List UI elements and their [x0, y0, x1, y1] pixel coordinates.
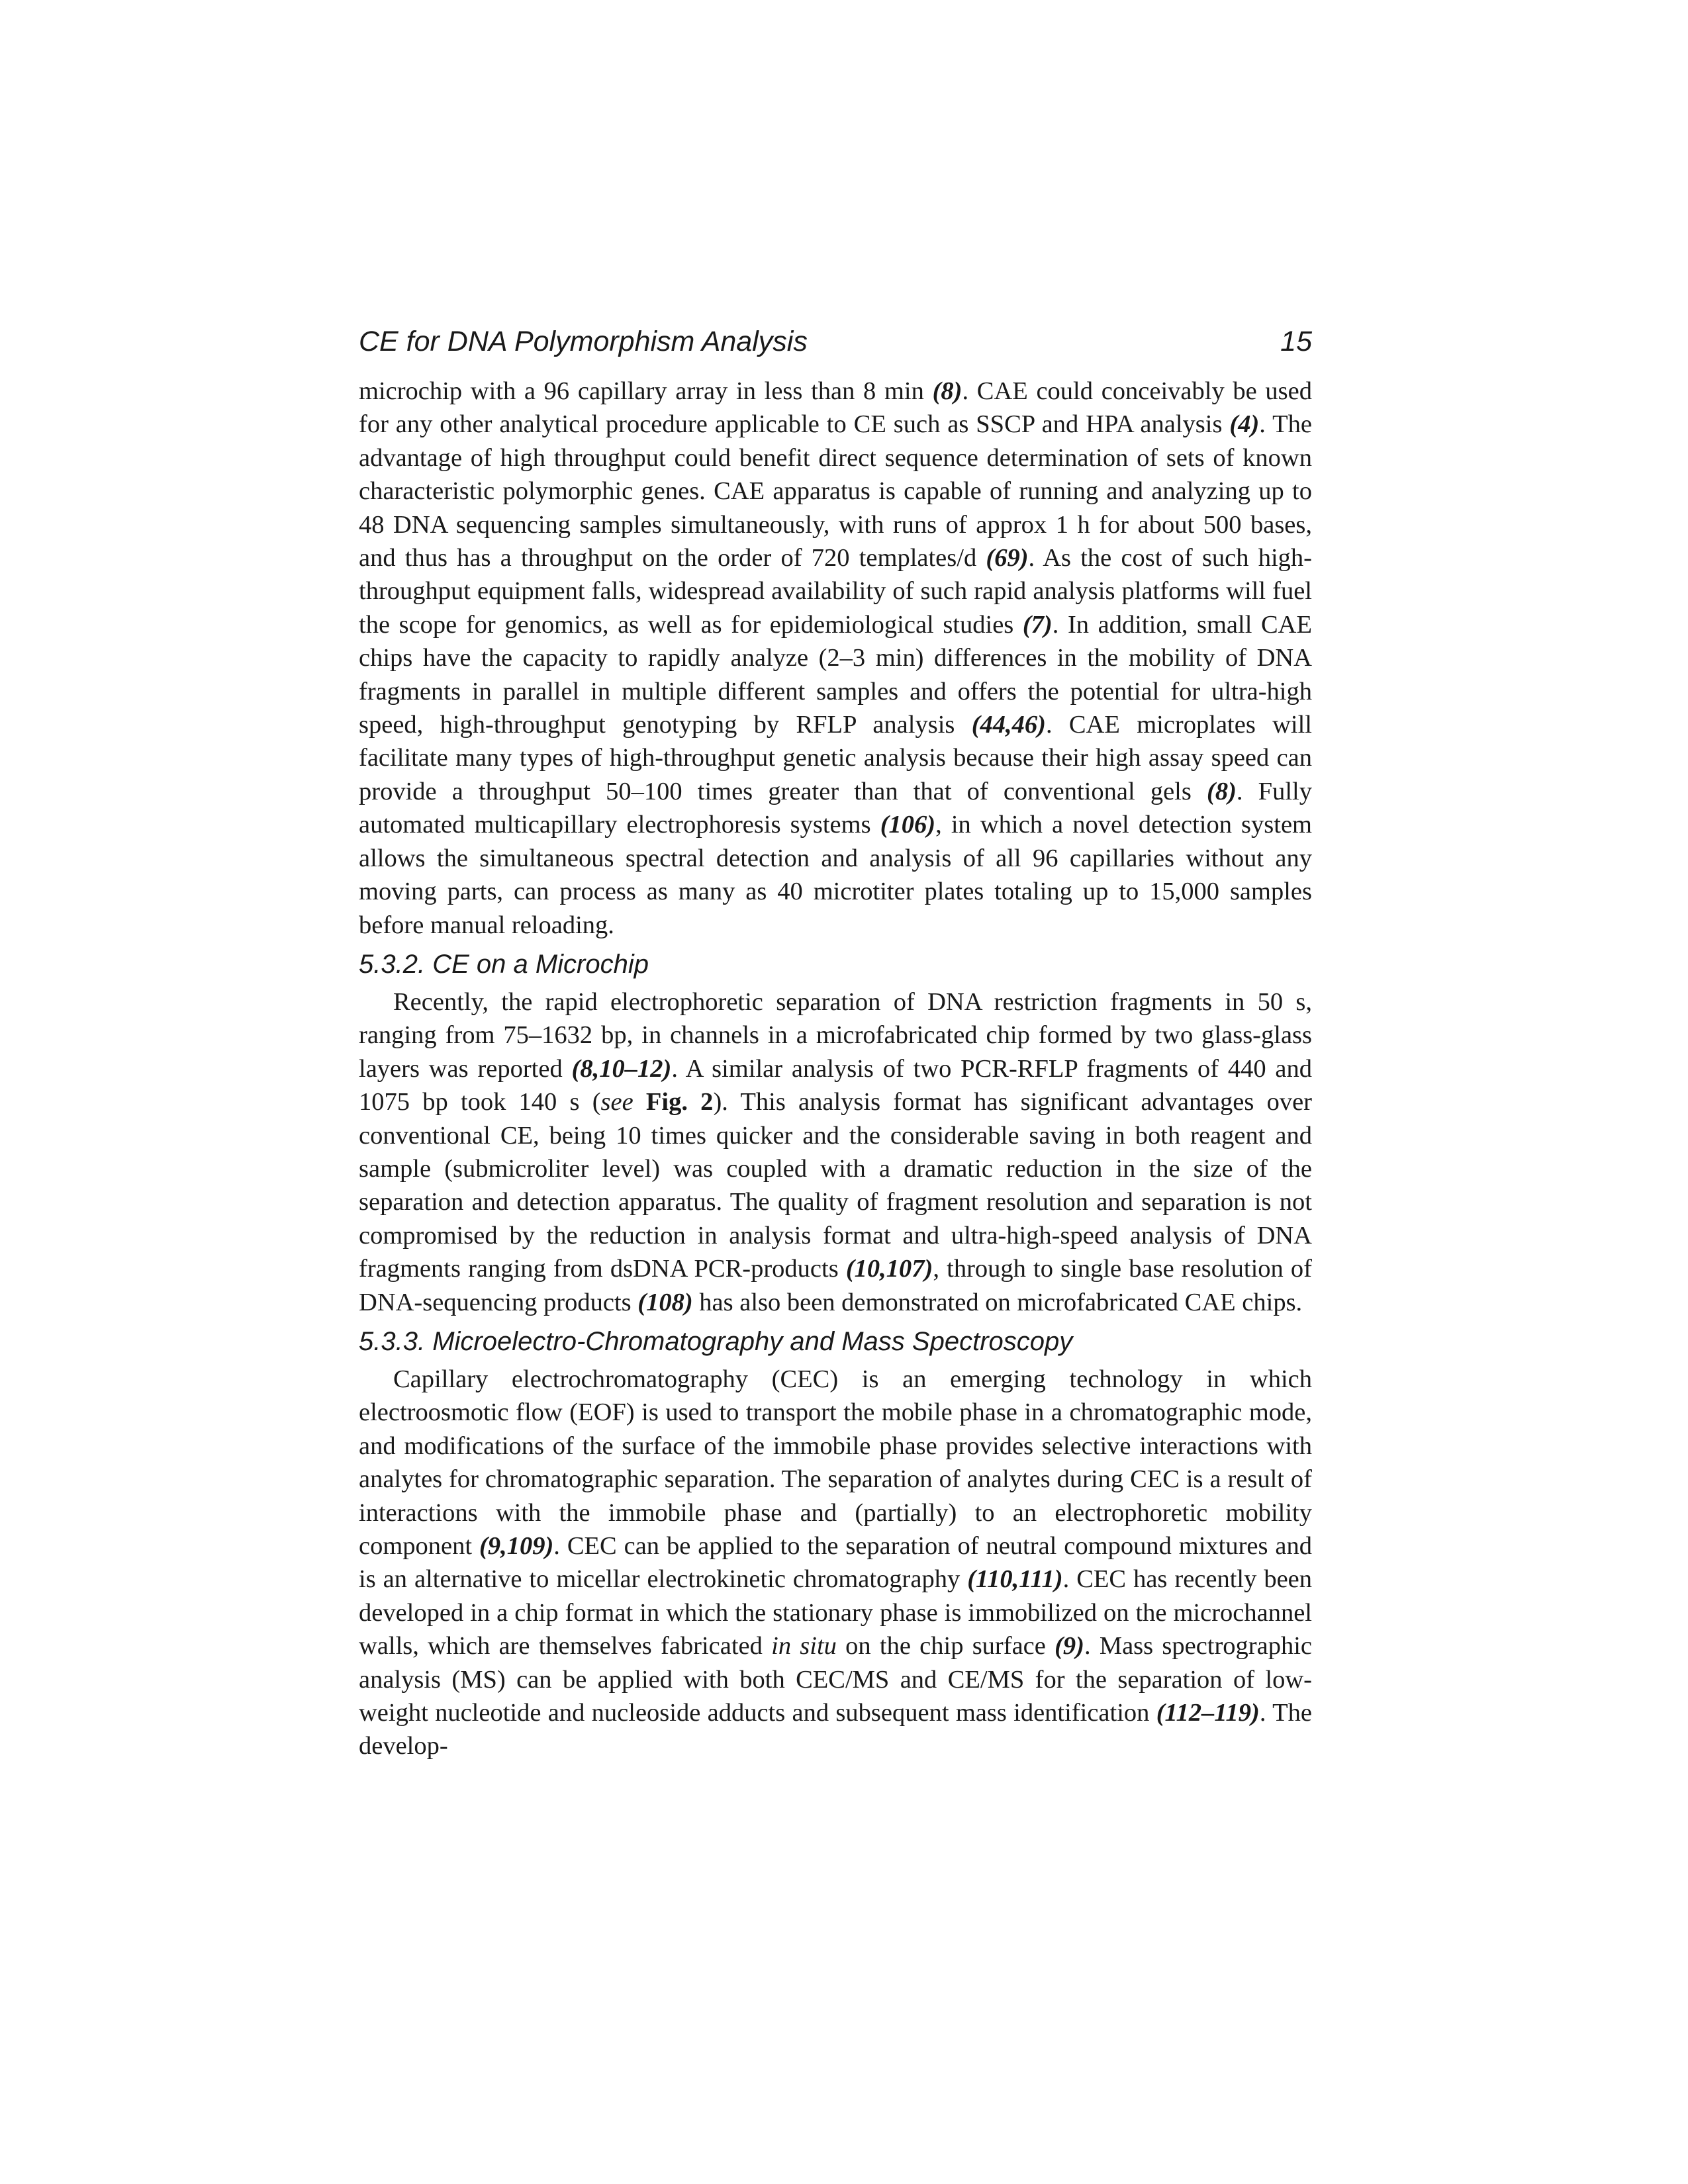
citation: (110,111) — [967, 1565, 1063, 1594]
text-run: . CEC has recently been developed in a chip format in which the stationary phase is immobilized on the microchannel walls, which are themselves fabricated — [359, 1565, 1313, 1661]
citation: (8) — [1207, 777, 1237, 805]
citation: (9,109) — [479, 1532, 554, 1560]
body-text — [359, 375, 1312, 1763]
text-run: ). This analysis format has significant advantages over conventional CE, being 10 times quicker and the considerable saving in both reagent and sample (submicroliter level) was coupled with a dramatic reduction in the size of the separation and detection apparatus. The quality of fragment resolution and separation is not compromised by the reduction in analysis format and ultra-high-speed analysis of DNA fragments ranging from dsDNA PCR-products — [359, 1088, 1312, 1283]
text-run: microchip with a 96 capillary array in less than 8 min — [359, 377, 933, 405]
section-heading-microelectro-chromatography: 5.3.3. Microelectro-Chromatography and Mass Spectroscopy — [359, 1326, 1073, 1356]
citation: (108) — [637, 1288, 693, 1316]
citation: (4) — [1229, 410, 1260, 439]
text-run: on the chip surface — [836, 1632, 1055, 1661]
citation: (106) — [880, 811, 936, 839]
figure-reference: Fig. 2 — [645, 1088, 714, 1116]
text-run: , in which a novel detection system allows the simultaneous spectral detection and analysis of all 96 capillaries without any moving parts, can process as many as 40 microtiter plates totaling up to 15,000 samples before manual reloading. — [359, 811, 1312, 939]
citation: (112–119) — [1156, 1699, 1260, 1727]
text-run: . Mass spectrographic analysis (MS) can be applied with both CEC/MS and CE/MS for the separation of low-weight nucleotide and nucleoside adducts and subsequent mass identification — [359, 1632, 1313, 1727]
running-head — [359, 324, 1312, 359]
citation: (8) — [932, 377, 962, 405]
text-run: . The develop- — [359, 1699, 1312, 1760]
paragraph-cec — [359, 1363, 1312, 1763]
citation: (7) — [1022, 610, 1053, 639]
text-run: . Fully automated multicapillary electrophoresis systems — [359, 777, 1312, 839]
section-heading-ce-microchip: 5.3.2. CE on a Microchip — [359, 949, 649, 979]
citation: (8,10–12) — [571, 1054, 672, 1083]
text-run: , through to single base resolution of DNA-sequencing products — [359, 1255, 1313, 1316]
citation: (9) — [1055, 1632, 1084, 1661]
running-title: CE for DNA Polymorphism Analysis — [359, 326, 808, 357]
page — [359, 324, 1312, 1763]
in-situ-text: in situ — [771, 1632, 837, 1661]
citation: (69) — [986, 544, 1029, 572]
citation: (10,107) — [845, 1255, 933, 1283]
text-run: . CAE could conceivably be used for any other analytical procedure applicable to CE such as SSCP and HPA analysis — [359, 377, 1312, 439]
text-run: has also been demonstrated on microfabricated CAE chips. — [692, 1288, 1303, 1316]
paragraph-ce-microchip — [359, 985, 1312, 1319]
text-run: . As the cost of such high-throughput equipment falls, widespread availability of such rapid analysis platforms will fuel the scope for genomics, as well as for epidemiological studies — [359, 544, 1312, 639]
text-run: Recently, the rapid electrophoretic separation of DNA restriction fragments in 50 s, ranging from 75–1632 bp, in channels in a microfabricated chip formed by two glass-glass layers was reported — [359, 987, 1312, 1083]
citation: (44,46) — [971, 711, 1046, 739]
see-text: see — [600, 1088, 633, 1116]
text-run: Capillary electrochromatography (CEC) is an emerging technology in which electroosmotic flow (EOF) is used to transport the mobile phase in a chromatographic mode, and modifications of the surface of the immobile phase provides selective interactions with analytes for chromatographic separation. The separation of analytes during CEC is a result of interactions with the immobile phase and (partially) to an electrophoretic mobility component — [359, 1365, 1312, 1560]
text-run: . The advantage of high throughput could benefit direct sequence determination of sets of known characteristic polymorphic genes. CAE apparatus is capable of running and analyzing up to 48 DNA sequencing samples simultaneously, with runs of approx 1 h for about 500 bases, and thus has a throughput on the order of 720 templates/d — [359, 410, 1312, 572]
text-run: . CAE microplates will facilitate many types of high-throughput genetic analysis because their high assay speed can provide a throughput 50–100 times greater than that of conventional gels — [359, 711, 1312, 805]
page-number: 15 — [1280, 326, 1312, 357]
text-run: . In addition, small CAE chips have the capacity to rapidly analyze (2–3 min) differences in the mobility of DNA fragments in parallel in multiple different samples and offers the potential for ultra-high speed, high-throughput genotyping by RFLP analysis — [359, 610, 1312, 739]
text-run: . CEC can be applied to the separation of neutral compound mixtures and is an alternative to micellar electrokinetic chromatography — [359, 1532, 1312, 1594]
paragraph-capillary-array — [359, 375, 1312, 942]
text-run: . A similar analysis of two PCR-RFLP fragments of 440 and 1075 bp took 140 s ( — [359, 1054, 1312, 1116]
